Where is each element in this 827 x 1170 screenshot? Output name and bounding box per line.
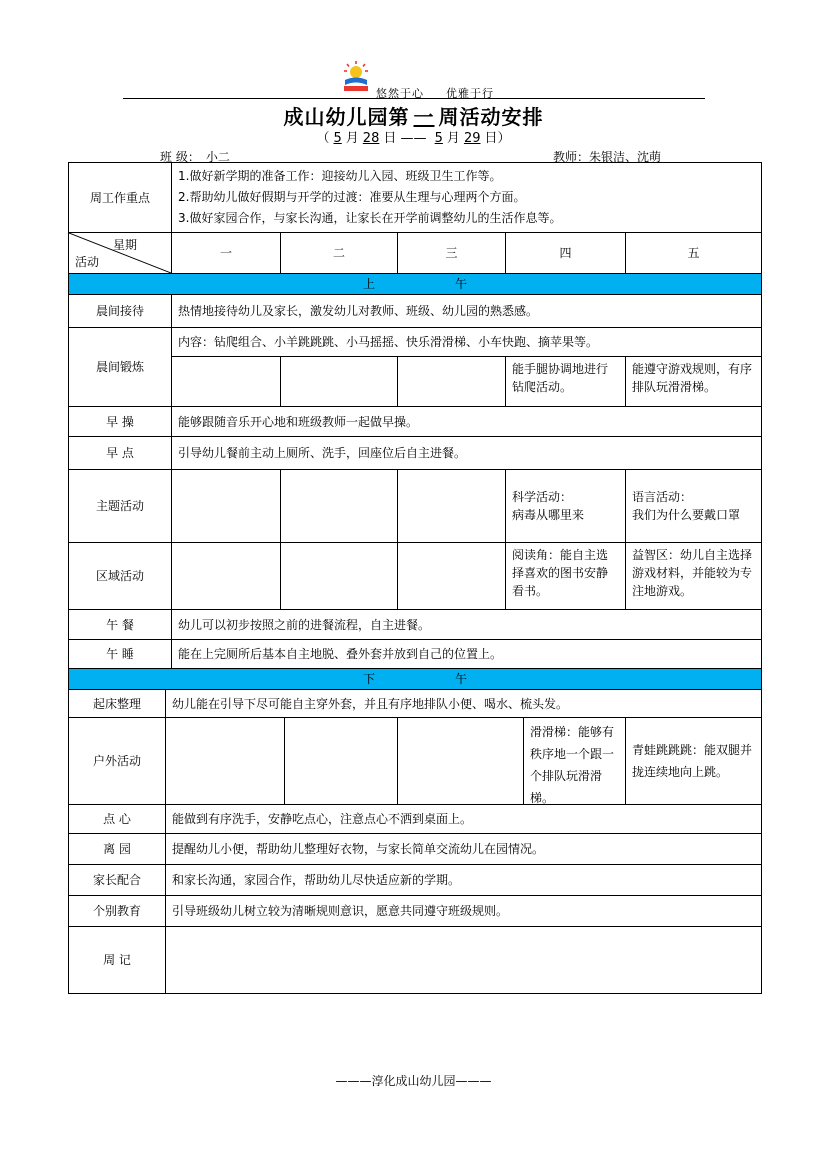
leave-label: 离 园 bbox=[68, 833, 166, 865]
outdoor-thu: 滑滑梯：能够有秩序地一个跟一个排队玩滑滑梯。 bbox=[523, 717, 626, 805]
area-tue bbox=[280, 542, 398, 610]
lunch-content: 幼儿可以初步按照之前的进餐流程，自主进餐。 bbox=[171, 609, 762, 640]
exercise-label: 晨间锻炼 bbox=[68, 327, 172, 407]
parents-label: 家长配合 bbox=[68, 864, 166, 896]
page-footer: ———淳化成山幼儿园——— bbox=[335, 1074, 492, 1088]
afternoon-snack-label: 点 心 bbox=[68, 804, 166, 834]
area-wed bbox=[397, 542, 506, 610]
class-info: 班 级： 小二 bbox=[160, 150, 230, 164]
outdoor-label: 户外活动 bbox=[68, 717, 166, 805]
kindergarten-logo bbox=[339, 60, 373, 94]
exercise-mon bbox=[171, 356, 281, 407]
header-divider bbox=[123, 98, 705, 99]
area-fri: 益智区：幼儿自主选择游戏材料，并能较为专注地游戏。 bbox=[625, 542, 762, 610]
day-header-thu: 四 bbox=[505, 232, 626, 274]
weekly-note-content[interactable] bbox=[165, 926, 762, 994]
nap-label: 午 睡 bbox=[68, 639, 172, 669]
date-range: （ 5 月 28 日 —— 5 月 29 日） bbox=[316, 131, 511, 146]
afternoon-band: 下 午 bbox=[68, 668, 762, 690]
lunch-label: 午 餐 bbox=[68, 609, 172, 640]
theme-mon bbox=[171, 469, 281, 543]
day-header-tue: 二 bbox=[280, 232, 398, 274]
outdoor-fri: 青蛙跳跳跳：能双腿并拢连续地向上跳。 bbox=[625, 717, 762, 805]
exercise-fri: 能遵守游戏规则，有序排队玩滑滑梯。 bbox=[625, 356, 762, 407]
wakeup-label: 起床整理 bbox=[68, 689, 166, 718]
individual-label: 个别教育 bbox=[68, 895, 166, 927]
afternoon-snack-content: 能做到有序洗手，安静吃点心，注意点心不洒到桌面上。 bbox=[165, 804, 762, 834]
theme-fri: 语言活动： 我们为什么要戴口罩 bbox=[625, 469, 762, 543]
exercise-thu: 能手腿协调地进行钻爬活动。 bbox=[505, 356, 626, 407]
reception-label: 晨间接待 bbox=[68, 294, 172, 328]
day-header-wed: 三 bbox=[397, 232, 506, 274]
outdoor-mon bbox=[165, 717, 285, 805]
outdoor-tue bbox=[284, 717, 398, 805]
day-header-mon: 一 bbox=[171, 232, 281, 274]
focus-line: 2.帮助幼儿做好假期与开学的过渡：准要从生理与心理两个方面。 bbox=[178, 190, 526, 204]
area-label: 区域活动 bbox=[68, 542, 172, 610]
morning-snack-content: 引导幼儿餐前主动上厕所、洗手，回座位后自主进餐。 bbox=[171, 436, 762, 470]
exercise-tue bbox=[280, 356, 398, 407]
week-number: 一 bbox=[413, 105, 435, 129]
nap-content: 能在上完厕所后基本自主地脱、叠外套并放到自己的位置上。 bbox=[171, 639, 762, 669]
corner-header bbox=[68, 232, 172, 274]
corner-weekday-label: 星期 bbox=[112, 238, 137, 252]
exercise-wed bbox=[397, 356, 506, 407]
corner-activity-label: 活动 bbox=[75, 255, 100, 269]
parents-content: 和家长沟通，家园合作，帮助幼儿尽快适应新的学期。 bbox=[165, 864, 762, 896]
morning-snack-label: 早 点 bbox=[68, 436, 172, 470]
theme-label: 主题活动 bbox=[68, 469, 172, 543]
morning-band: 上 午 bbox=[68, 273, 762, 295]
leave-content: 提醒幼儿小便，帮助幼儿整理好衣物，与家长简单交流幼儿在园情况。 bbox=[165, 833, 762, 865]
wakeup-content: 幼儿能在引导下尽可能自主穿外套，并且有序地排队小便、喝水、梳头发。 bbox=[165, 689, 762, 718]
focus-label: 周工作重点 bbox=[68, 162, 172, 233]
theme-tue bbox=[280, 469, 398, 543]
outdoor-wed bbox=[397, 717, 524, 805]
focus-line: 1.做好新学期的准备工作：迎接幼儿入园、班级卫生工作等。 bbox=[178, 169, 502, 183]
school-slogan: 悠然于心 优雅于行 bbox=[376, 87, 494, 100]
focus-line: 3.做好家园合作，与家长沟通，让家长在开学前调整幼儿的生活作息等。 bbox=[178, 211, 562, 225]
page-title: 成山幼儿园第 一 周活动安排 bbox=[283, 105, 544, 129]
day-header-fri: 五 bbox=[625, 232, 762, 274]
theme-thu: 科学活动： 病毒从哪里来 bbox=[505, 469, 626, 543]
morning-drill-label: 早 操 bbox=[68, 406, 172, 437]
focus-content bbox=[171, 162, 762, 233]
morning-drill-content: 能够跟随音乐开心地和班级教师一起做早操。 bbox=[171, 406, 762, 437]
reception-content: 热情地接待幼儿及家长，激发幼儿对教师、班级、幼儿园的熟悉感。 bbox=[171, 294, 762, 328]
teacher-info: 教师：朱银洁、沈萌 bbox=[553, 150, 662, 164]
theme-wed bbox=[397, 469, 506, 543]
exercise-content: 内容：钻爬组合、小羊跳跳跳、小马摇摇、快乐滑滑梯、小车快跑、摘苹果等。 bbox=[171, 327, 762, 357]
individual-content: 引导班级幼儿树立较为清晰规则意识，愿意共同遵守班级规则。 bbox=[165, 895, 762, 927]
weekly-note-label: 周 记 bbox=[68, 926, 166, 994]
area-thu: 阅读角：能自主选择喜欢的图书安静看书。 bbox=[505, 542, 626, 610]
area-mon bbox=[171, 542, 281, 610]
